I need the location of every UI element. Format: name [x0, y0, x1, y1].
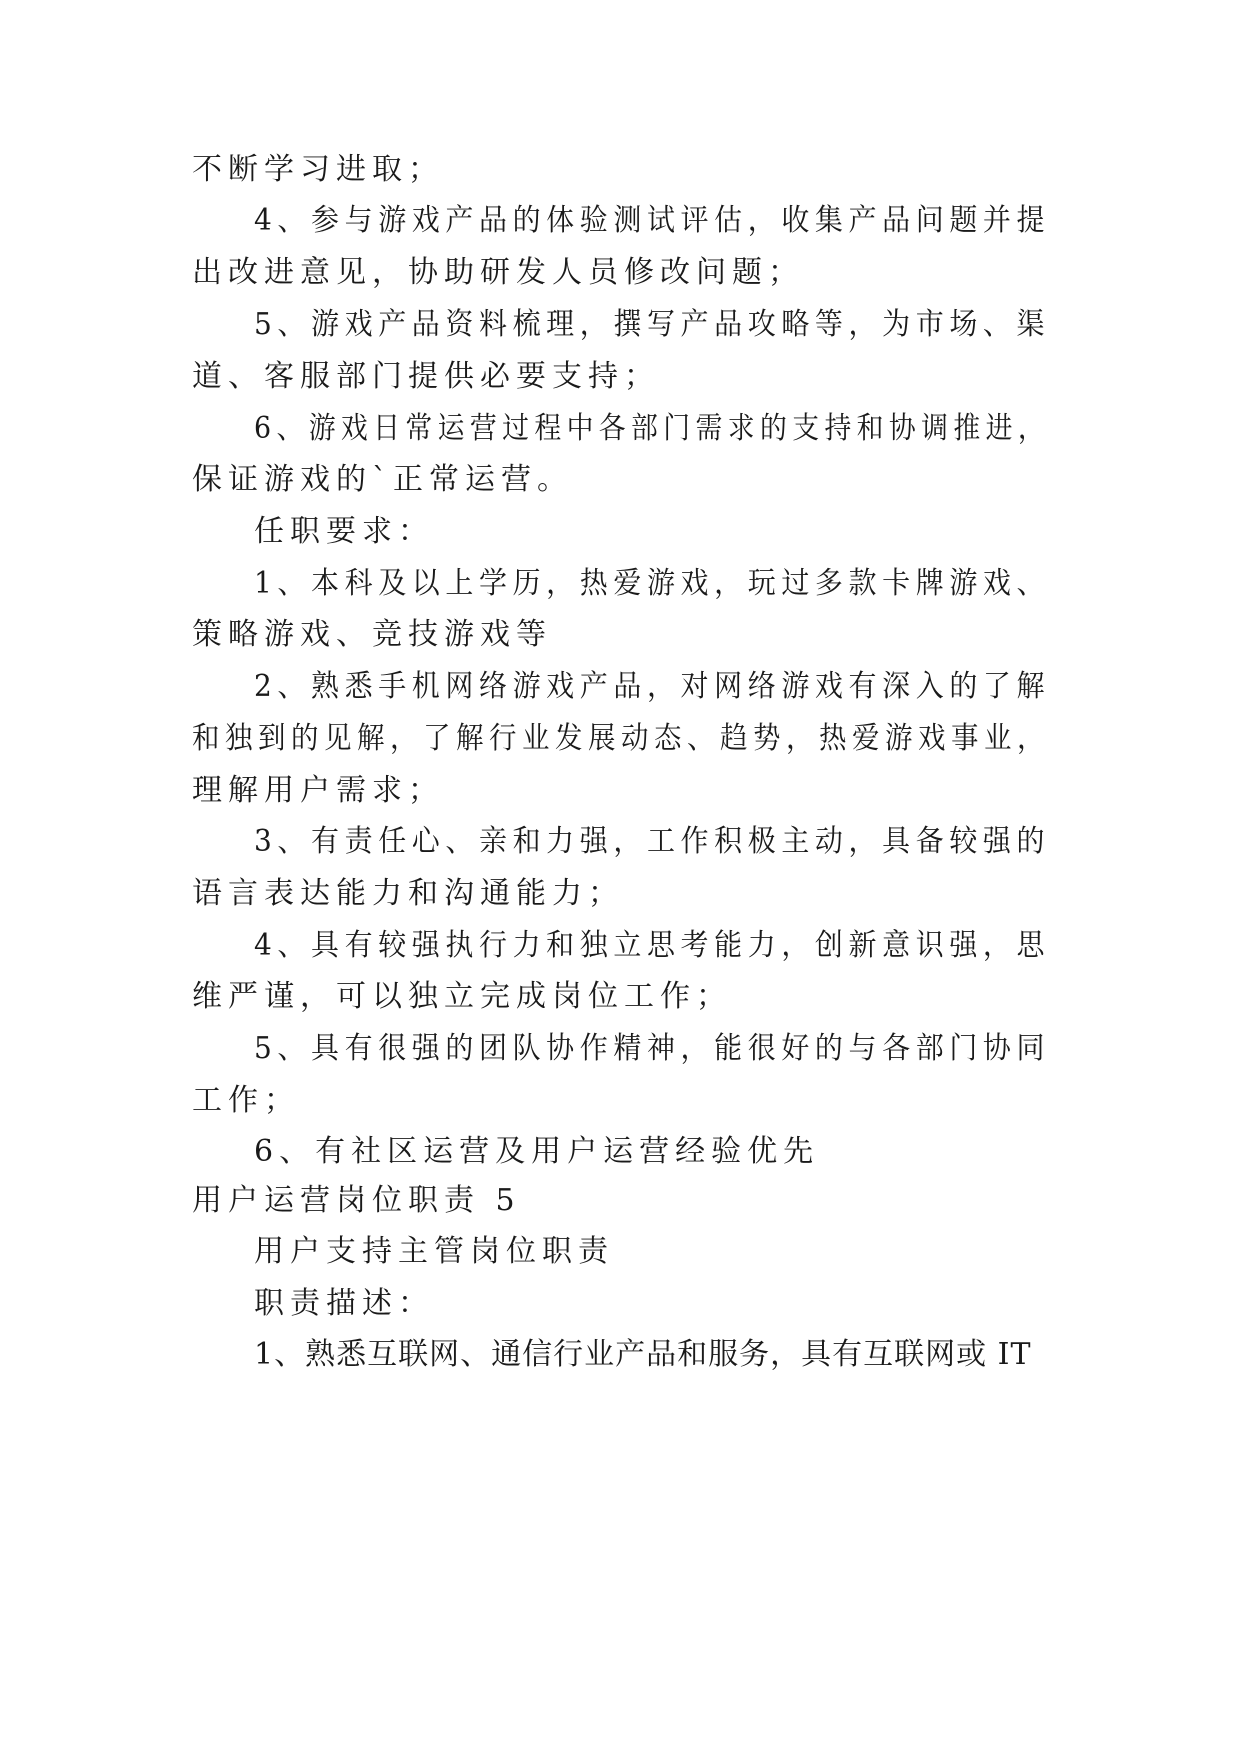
body-text-line: 和独到的见解，了解行业发展动态、趋势，热爱游戏事业，: [192, 721, 1051, 756]
body-text-line: 1、本科及以上学历，热爱游戏，玩过多款卡牌游戏、: [254, 566, 1051, 601]
body-text-line: 出改进意见，协助研发人员修改问题；: [192, 255, 804, 290]
body-text-line: 5、游戏产品资料梳理，撰写产品攻略等，为市场、渠: [254, 307, 1051, 342]
section-heading: 任职要求：: [254, 514, 434, 549]
body-text-line: 4、具有较强执行力和独立思考能力，创新意识强，思: [254, 928, 1051, 963]
body-text-line: 保证游戏的`正常运营。: [192, 462, 573, 497]
section-title: 用户运营岗位职责 5: [192, 1183, 521, 1218]
body-text-line: 工作；: [192, 1083, 300, 1118]
body-text-line: 4、参与游戏产品的体验测试评估，收集产品问题并提: [254, 203, 1051, 238]
body-text-line: 策略游戏、竞技游戏等: [192, 617, 552, 652]
body-text-line: 1、熟悉互联网、通信行业产品和服务，具有互联网或 IT: [254, 1337, 1032, 1372]
body-text-line: 不断学习进取；: [192, 152, 444, 187]
subsection-title: 用户支持主管岗位职责: [254, 1234, 614, 1269]
body-text-line: 2、熟悉手机网络游戏产品，对网络游戏有深入的了解: [254, 669, 1051, 704]
body-text-line: 道、客服部门提供必要支持；: [192, 359, 660, 394]
body-text-line: 3、有责任心、亲和力强，工作积极主动，具备较强的: [254, 824, 1051, 859]
section-heading: 职责描述：: [254, 1286, 434, 1321]
body-text-line: 6、游戏日常运营过程中各部门需求的支持和协调推进，: [254, 411, 1051, 446]
body-text-line: 语言表达能力和沟通能力；: [192, 876, 624, 911]
body-text-line: 理解用户需求；: [192, 773, 444, 808]
body-text-line: 维严谨，可以独立完成岗位工作；: [192, 979, 732, 1014]
body-text-line: 6、有社区运营及用户运营经验优先: [254, 1134, 820, 1169]
body-text-line: 5、具有很强的团队协作精神，能很好的与各部门协同: [254, 1031, 1051, 1066]
